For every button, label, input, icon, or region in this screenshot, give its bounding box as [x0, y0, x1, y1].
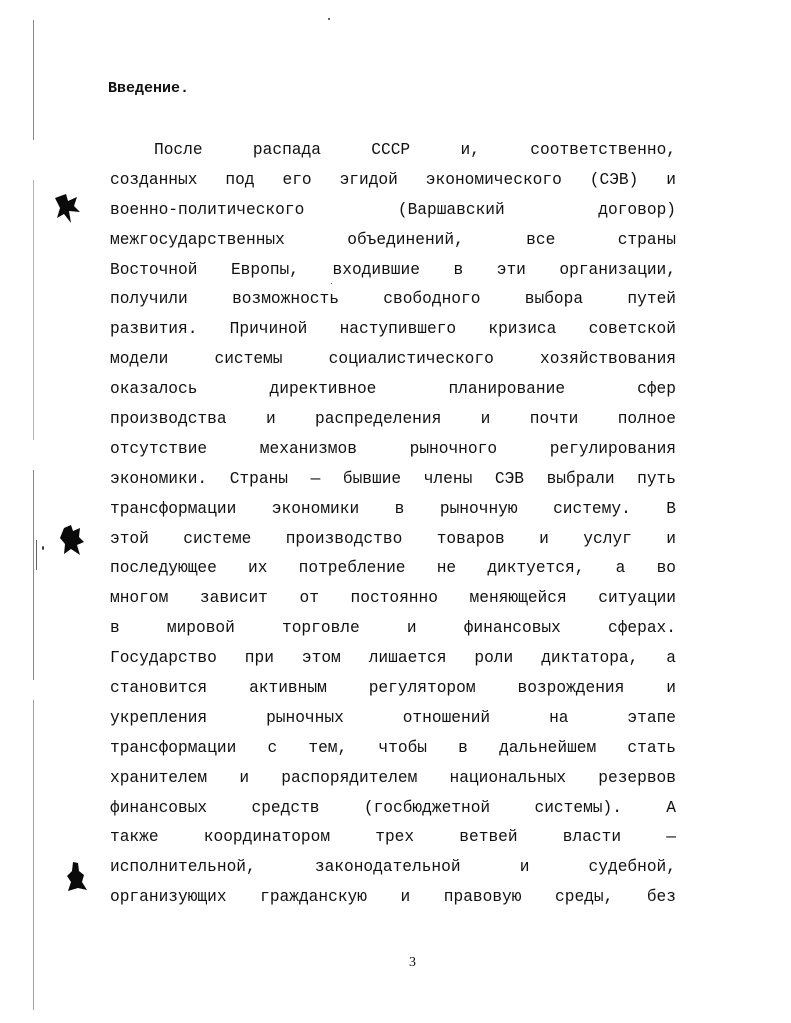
text-line: модели системы социалистического хозяйствования — [110, 350, 676, 369]
text-line: хранителем и распорядителем национальных резервов — [110, 768, 676, 787]
punch-hole-blot — [58, 524, 86, 558]
text-line: отсутствие механизмов рыночного регулирования — [110, 439, 676, 458]
text-line: экономики. Страны — бывшие члены СЭВ выбрали путь — [110, 469, 676, 488]
text-line: организующих гражданскую и правовую среды, без — [110, 888, 676, 907]
text-line: финансовых средств (госбюджетной системы). А — [110, 798, 676, 817]
text-line: трансформации экономики в рыночную систему. В — [110, 499, 676, 518]
binding-edge-line — [33, 20, 34, 140]
text-line: исполнительной, законодательной и судебной, — [110, 858, 676, 877]
binding-edge-line — [33, 470, 34, 680]
text-line: развития. Причиной наступившего кризиса советской — [110, 320, 676, 339]
text-line: получили возможность свободного выбора путей — [110, 290, 676, 309]
text-line: межгосударственных объединений, все страны — [110, 230, 676, 249]
body-paragraph — [110, 136, 676, 913]
text-line: После распада СССР и, соответственно, — [154, 141, 676, 159]
text-line: созданных под его эгидой экономического (СЭВ) и — [110, 170, 676, 189]
text-line: многом зависит от постоянно меняющейся ситуации — [110, 589, 676, 608]
section-heading: Введение. — [108, 80, 190, 97]
scan-speck — [42, 546, 44, 550]
text-line: производства и распределения и почти полное — [110, 410, 676, 429]
text-line: этой системе производство товаров и услуг и — [110, 529, 676, 548]
text-line: оказалось директивное планирование сфер — [110, 380, 676, 399]
text-line: Восточной Европы, входившие в эти организации, — [110, 260, 676, 279]
text-line: в мировой торговле и финансовых сферах. — [110, 619, 676, 638]
text-line: становится активным регулятором возрождения и — [110, 679, 676, 698]
binding-edge-line — [36, 540, 37, 570]
scan-speck — [328, 18, 330, 20]
text-line: укрепления рыночных отношений на этапе — [110, 708, 676, 727]
text-line: трансформации с тем, чтобы в дальнейшем стать — [110, 738, 676, 757]
binding-edge-line — [33, 700, 34, 1010]
page-number: 3 — [409, 955, 416, 970]
text-line: также координатором трех ветвей власти — — [110, 828, 676, 847]
text-line: военно-политического (Варшавский договор) — [110, 200, 676, 219]
punch-hole-blot — [64, 860, 90, 894]
binding-edge-line — [33, 180, 34, 440]
text-line: последующее их потребление не диктуется, а во — [110, 559, 676, 578]
punch-hole-blot — [52, 192, 82, 226]
text-line: Государство при этом лишается роли диктатора, а — [110, 649, 676, 668]
